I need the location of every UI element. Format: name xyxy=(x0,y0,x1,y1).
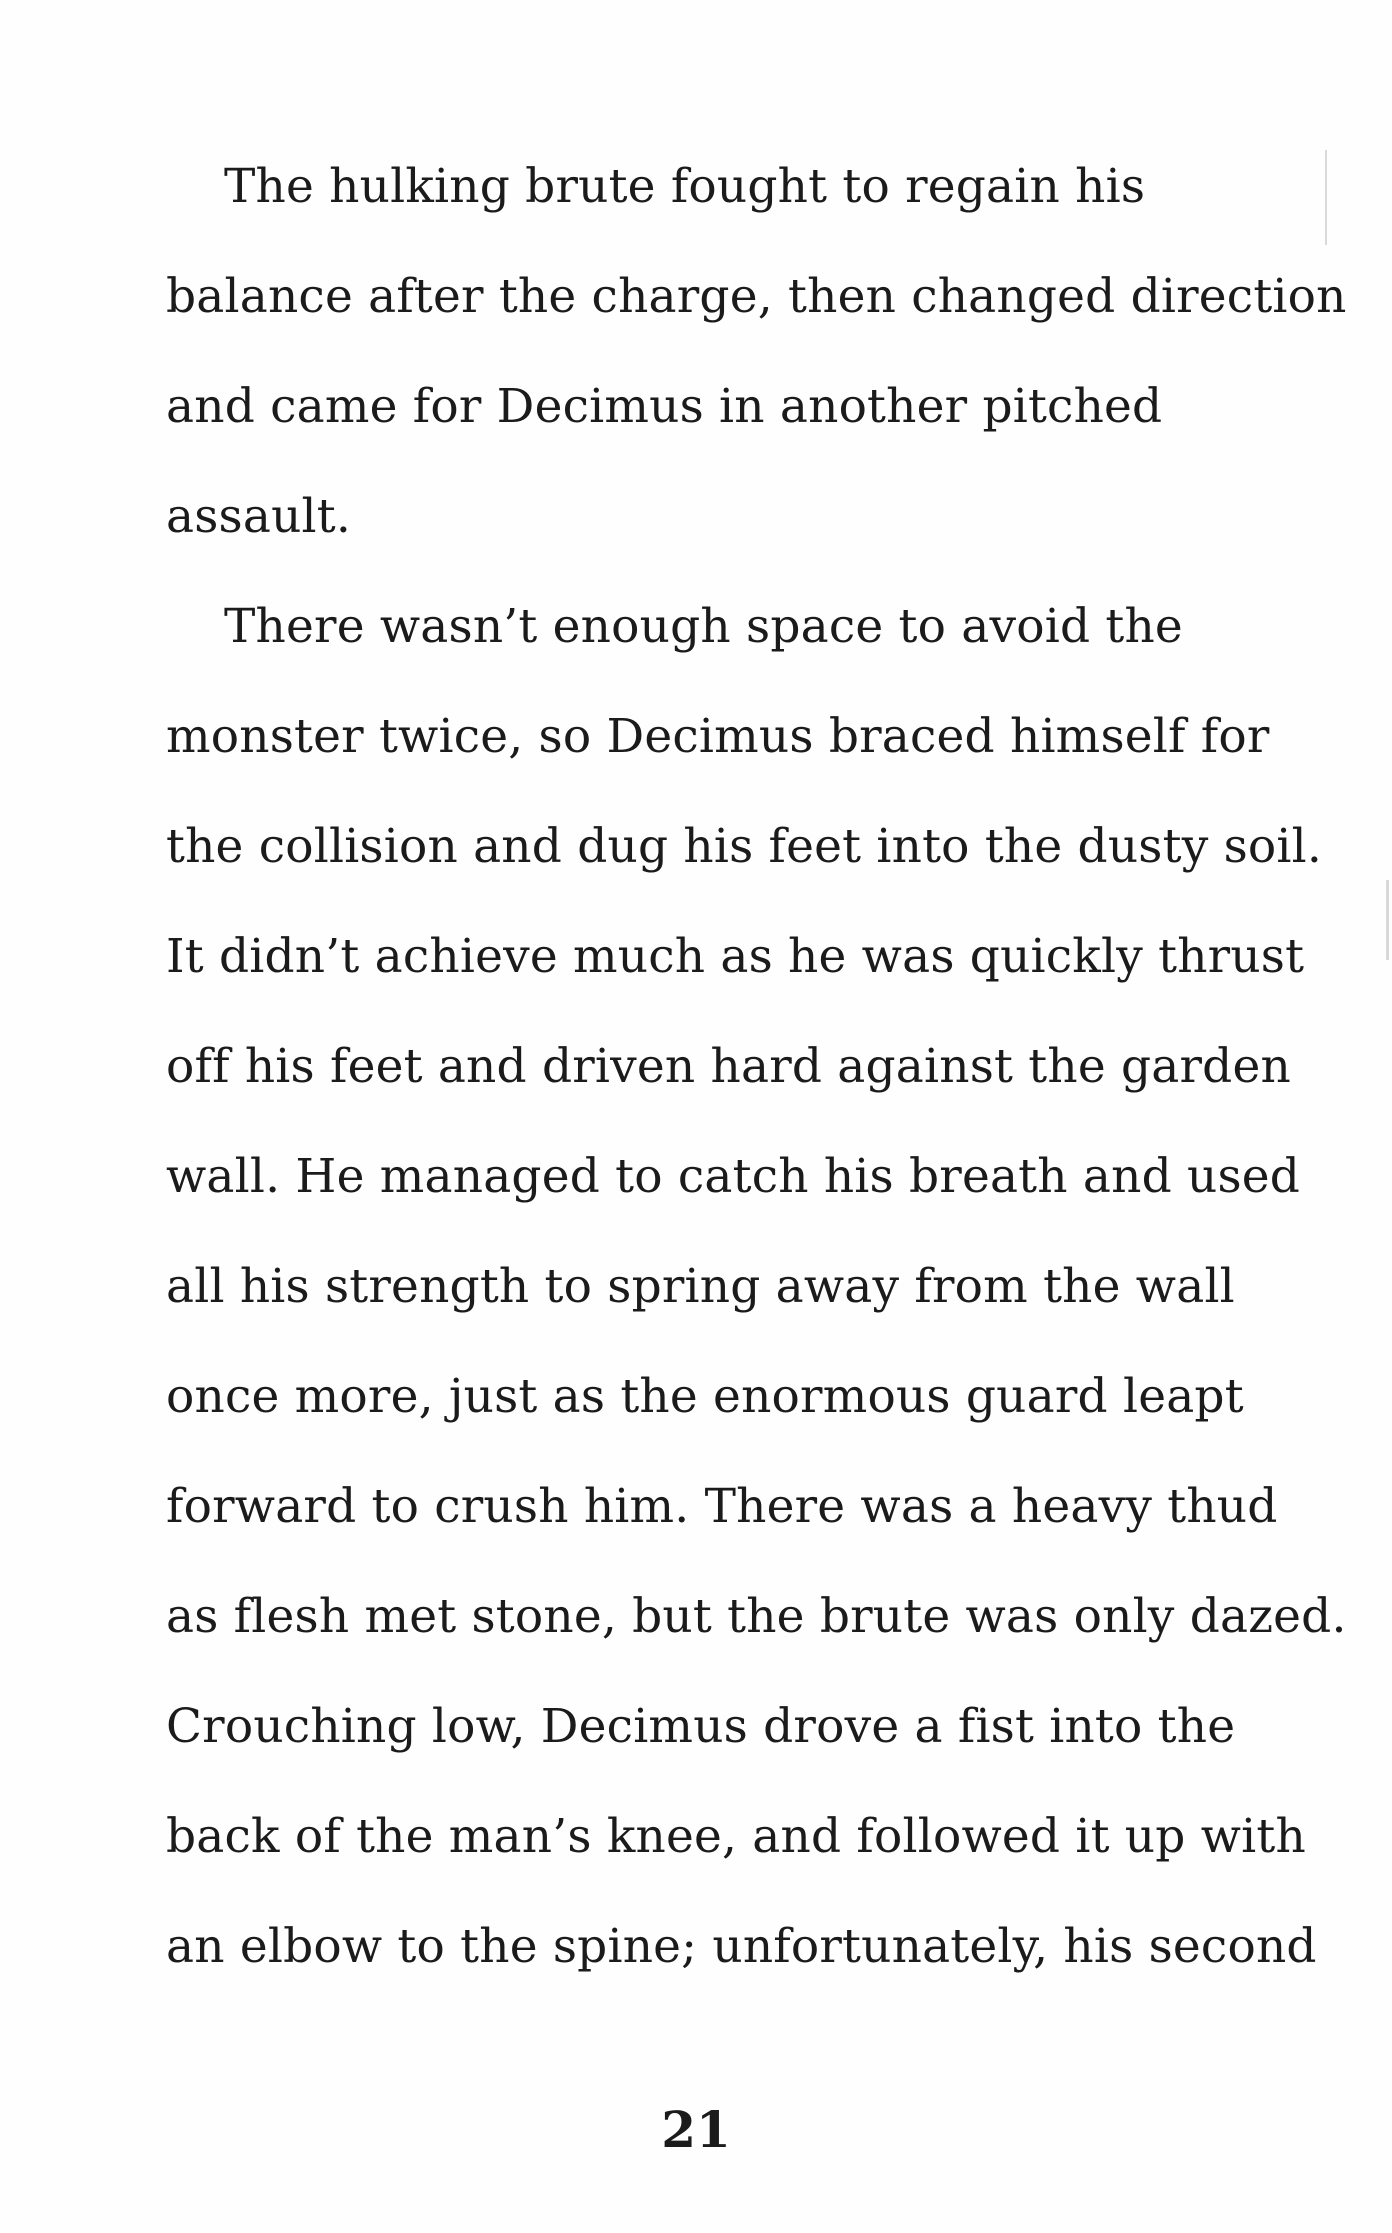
text-line: Crouching low, Decimus drove a fist into the xyxy=(166,1699,1236,1754)
scan-artifact xyxy=(1325,150,1327,245)
text-line: as flesh met stone, but the brute was only dazed. xyxy=(166,1589,1347,1644)
text-line: back of the man’s knee, and followed it up with xyxy=(166,1809,1306,1864)
text-line: off his feet and driven hard against the garden xyxy=(166,1039,1291,1094)
text-line: once more, just as the enormous guard leapt xyxy=(166,1369,1244,1424)
text-line: The hulking brute fought to regain his xyxy=(224,159,1146,214)
text-line: the collision and dug his feet into the dusty soil. xyxy=(166,819,1323,874)
scan-artifact xyxy=(1386,880,1389,960)
text-line: monster twice, so Decimus braced himself for xyxy=(166,709,1270,764)
text-line: wall. He managed to catch his breath and used xyxy=(166,1149,1301,1204)
body-text xyxy=(166,132,1347,2002)
text-line: an elbow to the spine; unfortunately, his second xyxy=(166,1919,1317,1974)
text-line: and came for Decimus in another pitched xyxy=(166,379,1163,434)
text-line: all his strength to spring away from the wall xyxy=(166,1259,1235,1314)
text-line: forward to crush him. There was a heavy thud xyxy=(166,1479,1278,1534)
text-line: assault. xyxy=(166,489,352,544)
text-line: It didn’t achieve much as he was quickly thrust xyxy=(166,929,1305,984)
text-line: balance after the charge, then changed direction xyxy=(166,269,1347,324)
text-line: There wasn’t enough space to avoid the xyxy=(224,599,1183,654)
page-number: 21 xyxy=(661,2100,731,2159)
